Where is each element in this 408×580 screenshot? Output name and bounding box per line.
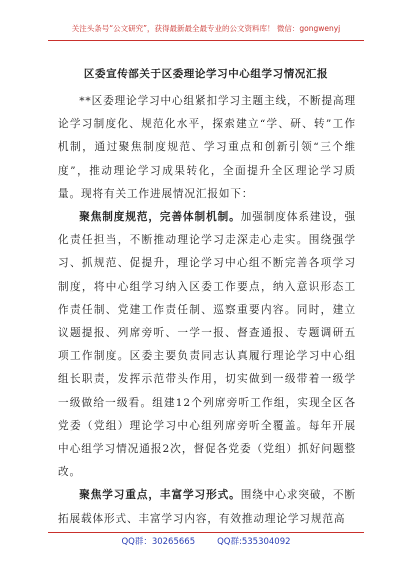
document-body (58, 90, 356, 531)
header-banner: 关注头条号“公文研究”，获得最新最全最专业的公文资料库！ 微信：gongwenyj (71, 24, 341, 33)
section-2-paragraph (58, 484, 356, 530)
section-1-body: 加强制度体系建设，强化责任担当，不断推动理论学习走深走心走实。围绕强学习、抓规范、促提升，理论学习中心组不断完善各项学习制度，将中心组学习纳入区委工作要点，纳入意识形态工作责任制、党建工作责任制、巡察重要内容。同时，建立议题提报、列席旁听、一学一报、督查通报、专题调研五项工作制度。区委主要负责同志认真履行理论学习中心组组长职责，发挥示范带头作用，切实做到一级带着一级学一级做给一级看。组建12个列席旁听工作组，实现全区各党委（党组）理论学习中心组列席旁听全覆盖。每年开展中心组学习情况通报2次，督促各党委（党组）抓好问题整改。 (58, 211, 356, 479)
section-2-heading: 聚焦学习重点，丰富学习形式。 (79, 489, 241, 502)
footer-banner (48, 536, 364, 548)
footer-qq-group-2: QQ群:535304092 (217, 537, 291, 547)
document-title: 区委宣传部关于区委理论学习中心组学习情况汇报 (83, 68, 329, 80)
section-1-heading: 聚焦制度规范，完善体制机制。 (79, 211, 241, 224)
footer-divider (48, 532, 364, 533)
intro-paragraph: **区委理论学习中心组紧扣学习主题主线，不断提高理论学习制度化、规范化水平，探索建立“学、研、转”工作机制，通过聚焦制度规范、学习重点和创新引领“三个维度”，推动理论学习成果转化，全面提升全区理论学习质量。现将有关工作进展情况汇报如下： (58, 95, 356, 200)
section-1-paragraph (58, 206, 356, 484)
footer-qq-group-1: QQ群：30265665 (121, 537, 196, 547)
header-divider (48, 40, 364, 41)
section-2-body: 围绕中心求突破，不断拓展载体形式、丰富学习内容，有效推动理论学习规范高 (58, 489, 356, 525)
